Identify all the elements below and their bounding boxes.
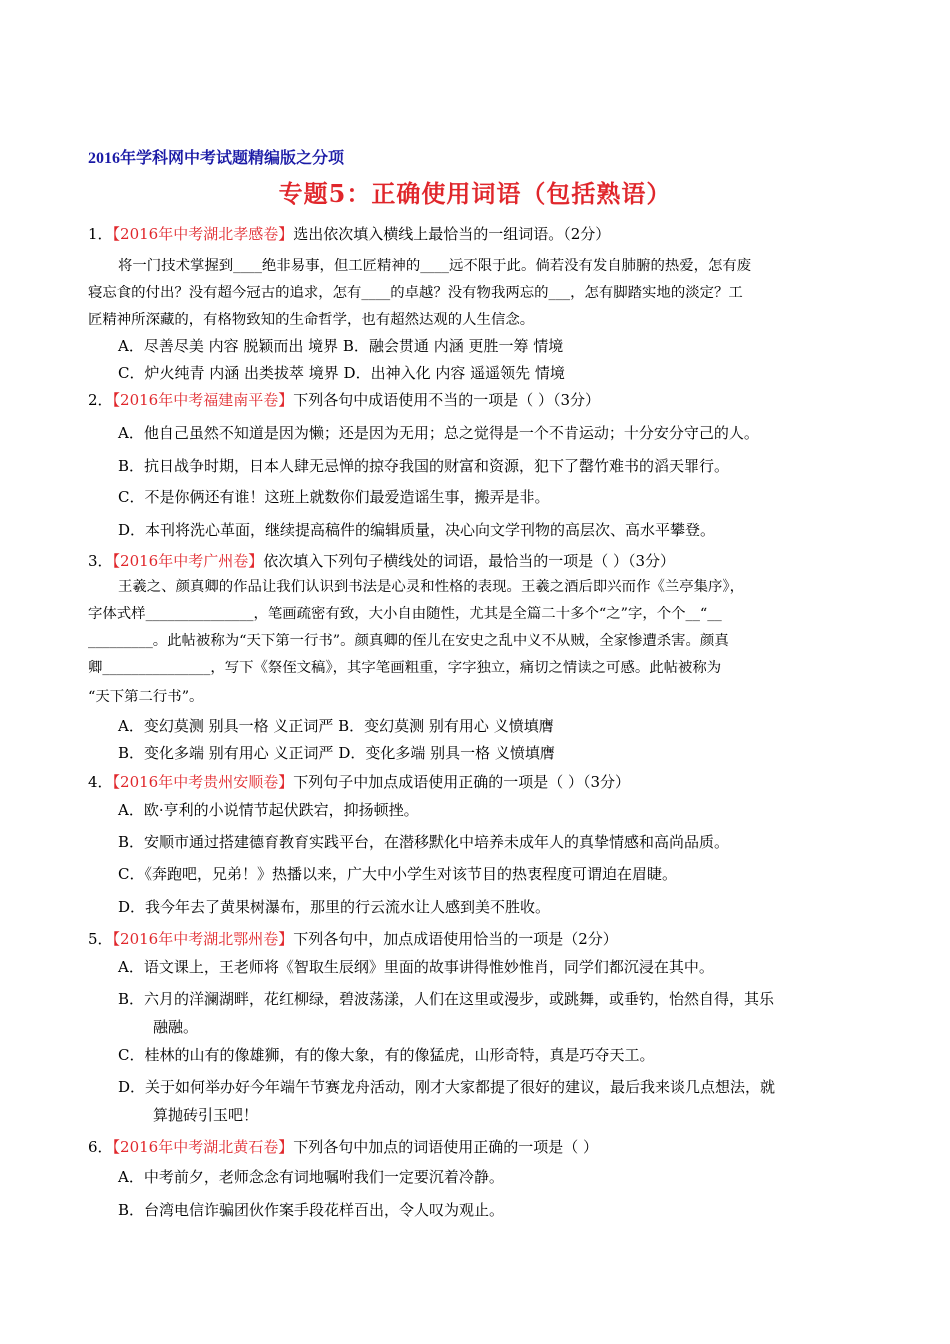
option-line: 算抛砖引玉吧！ [153,1106,259,1124]
question-source: 【2016年中考贵州安顺卷】 [112,773,294,791]
passage-line: 匠精神所深藏的，有格物致知的生命哲学，也有超然达观的人生信念。 [88,312,535,328]
option-line: B．台湾电信诈骗团伙作案手段花样百出，令人叹为观止。 [118,1201,505,1219]
question-source: 【2016年中考湖北鄂州卷】 [112,930,294,948]
passage-line: 寝忘食的付出？没有超今冠古的追求，怎有____的卓越？没有物我两忘的___，怎有脚踏实地的淡定？工 [88,285,743,301]
option-line: B．变化多端 别有用心 义正词严 D．变化多端 别具一格 义愤填膺 [118,744,555,762]
option-line: D．本刊将洗心革面，继续提高稿件的编辑质量，决心向文学刊物的高层次、高水平攀登。 [118,521,716,539]
option-line: 融融。 [153,1018,199,1036]
passage-line: 将一门技术掌握到____绝非易事，但工匠精神的____远不限于此。倘若没有发自肺腑的热爱，怎有废 [118,258,752,274]
question-number: 6． [88,1138,113,1156]
question-stem: 依次填入下列句子横线处的词语，最恰当的一项是（ ）（3分） [263,552,676,570]
question-source: 【2016年中考广州卷】 [112,552,264,570]
question-number: 4． [88,773,113,791]
passage-line: 王羲之、颜真卿的作品让我们认识到书法是心灵和性格的表现。王羲之酒后即兴而作《兰亭集序》， [118,579,744,595]
question-source: 【2016年中考湖北黄石卷】 [112,1138,294,1156]
page-title: 专题5：正确使用词语（包括熟语） [278,179,672,208]
question-number: 5． [88,930,113,948]
question-stem: 下列各句中成语使用不当的一项是（ ）（3分） [293,391,601,409]
question-stem: 下列句子中加点成语使用正确的一项是（ ）（3分） [293,773,631,791]
question-source: 【2016年中考福建南平卷】 [112,391,294,409]
option-line: B．六月的洋澜湖畔，花红柳绿，碧波荡漾，人们在这里或漫步，或跳舞，或垂钓，怡然自得，其乐 [118,990,775,1008]
option-line: A．中考前夕，老师念念有词地嘱咐我们一定要沉着冷静。 [118,1168,504,1186]
question-number: 3． [88,552,113,570]
option-line: D．关于如何举办好今年端午节赛龙舟活动，刚才大家都提了很好的建议，最后我来谈几点想法，就 [118,1078,776,1096]
option-line: A．他自己虽然不知道是因为懒；还是因为无用；总之觉得是一个不肯运动；十分安分守己的人。 [118,424,759,442]
option-line: B．抗日战争时期，日本人肆无忌惮的掠夺我国的财富和资源，犯下了罄竹难书的滔天罪行。 [118,457,730,475]
option-line: C．《奔跑吧，兄弟！》热播以来，广大中小学生对该节目的热衷程度可谓迫在眉睫。 [118,865,677,883]
question-2 [88,390,600,410]
passage-line: 字体式样_______________，笔画疏密有致，大小自由随性，尤其是全篇二十多个“之”字，个个__“__ [88,606,722,622]
passage-line: “天下第二行书”。 [88,689,204,705]
series-heading: 2016年学科网中考试题精编版之分项 [88,150,345,167]
question-stem: 下列各句中，加点成语使用恰当的一项是（2分） [293,930,618,948]
option-line: A．欧·亨利的小说情节起伏跌宕，抑扬顿挫。 [118,801,419,819]
question-number: 2． [88,391,113,409]
question-3 [88,551,675,571]
passage-line: 卿_______________，写下《祭侄文稿》，其字笔画粗重，字字独立，痛切之情读之可感。此帖被称为 [88,660,722,676]
option-line: D．我今年去了黄果树瀑布，那里的行云流水让人感到美不胜收。 [118,898,551,916]
passage-line: _________。此帖被称为“天下第一行书”。颜真卿的侄儿在安史之乱中义不从贼，全家惨遭杀害。颜真 [88,633,729,649]
question-5 [88,929,618,949]
option-line: A．尽善尽美 内容 脱颖而出 境界 B．融会贯通 内涵 更胜一筹 情境 [118,337,564,355]
option-line: A．变幻莫测 别具一格 义正词严 B．变幻莫测 别有用心 义愤填膺 [118,717,554,735]
question-number: 1． [88,225,113,243]
question-stem: 下列各句中加点的词语使用正确的一项是（ ） [293,1138,599,1156]
question-source: 【2016年中考湖北孝感卷】 [112,225,294,243]
option-line: C．不是你俩还有谁！这班上就数你们最爱造谣生事，搬弄是非。 [118,488,550,506]
option-line: C．炉火纯青 内涵 出类拔萃 境界 D．出神入化 内容 遥遥领先 情境 [118,364,565,382]
question-6 [88,1137,598,1157]
option-line: A．语文课上，王老师将《智取生辰纲》里面的故事讲得惟妙惟肖，同学们都沉浸在其中。 [118,958,714,976]
question-1 [88,224,610,244]
option-line: C．桂林的山有的像雄狮，有的像大象，有的像猛虎，山形奇特，真是巧夺天工。 [118,1046,655,1064]
option-line: B．安顺市通过搭建德育教育实践平台，在潜移默化中培养未成年人的真挚情感和高尚品质。 [118,833,730,851]
question-4 [88,772,630,792]
question-stem: 选出依次填入横线上最恰当的一组词语。（2分） [293,225,611,243]
